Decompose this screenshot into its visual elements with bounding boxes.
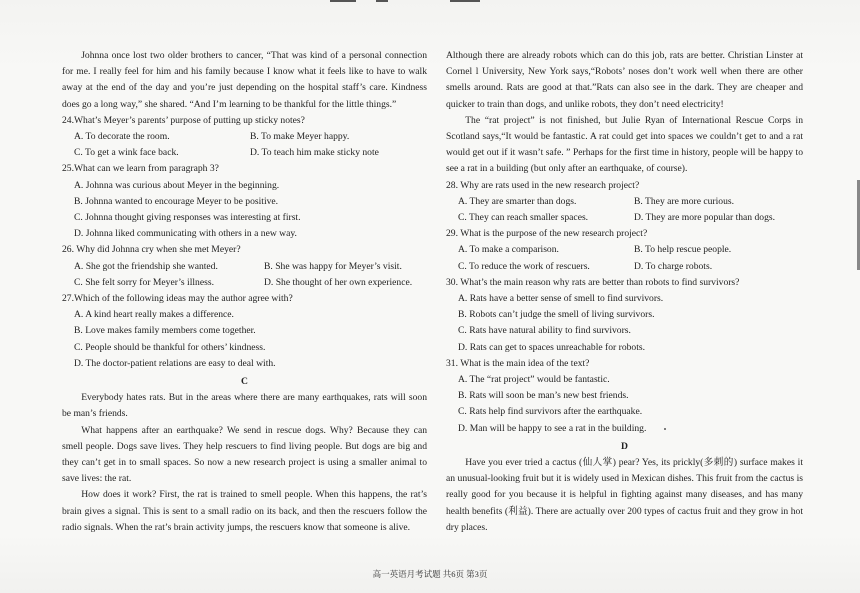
scan-speck xyxy=(664,428,666,430)
options-row xyxy=(62,275,427,291)
question-24: 24.What’s Meyer’s parents’ purpose of putting up sticky notes? xyxy=(62,114,305,126)
option-d: D. They are more popular than dogs. xyxy=(634,212,776,224)
options-row xyxy=(62,145,427,161)
question-30: 30. What’s the main reason why rats are better than robots to find survivors? xyxy=(446,276,740,288)
question-31: 31. What is the main idea of the text? xyxy=(446,357,590,369)
options-row xyxy=(446,259,803,275)
option-b: B. Rats will soon be man’s new best friends. xyxy=(458,390,629,402)
option-a: A. She got the friendship she wanted. xyxy=(74,260,218,272)
question-26: 26. Why did Johnna cry when she met Meyer? xyxy=(62,244,241,256)
question-25: 25.What can we learn from paragraph 3? xyxy=(62,163,219,175)
option-b: B. They are more curious. xyxy=(634,195,734,207)
passage-paragraph: Everybody hates rats. But in the areas where there are many earthquakes, rats will soon be man’s friends. xyxy=(62,392,427,420)
question-27: 27.Which of the following ideas may the author agree with? xyxy=(62,293,293,305)
option-c: C. They can reach smaller spaces. xyxy=(458,212,589,224)
option-a: A. Johnna was curious about Meyer in the beginning. xyxy=(74,179,280,191)
passage-paragraph: How does it work? First, the rat is trained to smell people. When this happens, the rat’s brain gives a signal. This is sent to a small radio on its back, and then the rescuers follow the radio signals. When the rat’s brain activity jumps, the rescuers know that someone is alive. xyxy=(62,489,427,533)
option-a: A. A kind heart really makes a difference. xyxy=(74,309,234,321)
option-b: B. To help rescue people. xyxy=(634,244,732,256)
option-b: B. Johnna wanted to encourage Meyer to be positive. xyxy=(74,195,279,207)
passage-paragraph: The “rat project” is not finished, but Julie Ryan of International Rescue Corps in Scotland says,“It would be fantastic. A rat could get into spaces we couldn’t get to and a rat would get out if it wasn’t safe. ” Perhaps for the first time in history, people will be happy to see a rat in a building (but only after an earthquake, of course). xyxy=(446,114,803,175)
option-c: C. Rats have natural ability to find survivors. xyxy=(458,325,631,337)
option-d: D. Rats can get to spaces unreachable for robots. xyxy=(458,341,646,353)
options-row xyxy=(62,259,427,275)
page-footer: 高一英语月考试题 共6页 第3页 xyxy=(372,569,488,579)
options-row xyxy=(446,242,803,258)
question-29: 29. What is the purpose of the new research project? xyxy=(446,228,648,240)
option-a: A. Rats have a better sense of smell to find survivors. xyxy=(458,293,664,305)
passage-paragraph: What happens after an earthquake? We send in rescue dogs. Why? Because they can smell people. Dogs save lives. They help rescuers to find living people. But dogs are big and they can’t get in to small spaces. So now a new research project is using a smaller animal to save lives: the rat. xyxy=(62,424,427,485)
option-c: C. To reduce the work of rescuers. xyxy=(458,260,590,272)
question-28: 28. Why are rats used in the new research project? xyxy=(446,179,640,191)
option-c: C. Johnna thought giving responses was interesting at first. xyxy=(74,212,301,224)
option-b: B. Robots can’t judge the smell of living survivors. xyxy=(458,309,655,321)
option-a: A. The “rat project” would be fantastic. xyxy=(458,374,610,386)
options-row xyxy=(446,210,803,226)
options-row xyxy=(62,129,427,145)
options-row xyxy=(446,194,803,210)
passage-paragraph: Have you ever tried a cactus (仙人掌) pear? Yes, its prickly(多刺的) surface makes it an unusual-looking fruit but it is widely used in Mexican dishes. This fruit from the cactus is really good for you because it is helpful in fighting against many diseases, and has many health benefits (利益). There are actually over 200 types of cactus fruit and they grow in hot dry places. xyxy=(446,457,803,533)
passage-paragraph: Although there are already robots which can do this job, rats are better. Christian Linster at Cornel l University, New York says,“Robots’ noses don’t work well when there are other smells around. Rats are good at that.”Rats can also see in the dark. They are cheaper and quicker to train than dogs, and unlike robots, they don’t need electricity! xyxy=(446,50,803,110)
option-c: C. Rats help find survivors after the earthquake. xyxy=(458,406,643,418)
option-d: D. Johnna liked communicating with others in a new way. xyxy=(74,228,297,240)
left-column xyxy=(62,48,427,536)
passage-paragraph: Johnna once lost two older brothers to cancer, “That was kind of a personal connection for me. I really feel for him and his family because I know what it feels like to have to walk away at the end of the day and you’re just depending on the hospital staff’s care. Kindness does go a long way,” she shared. “And I’m learning to be thankful for the little things.” xyxy=(62,50,427,110)
right-column xyxy=(446,48,803,536)
scan-marks xyxy=(330,0,510,6)
option-d: D. Man will be happy to see a rat in the building. xyxy=(458,422,647,434)
option-d: D. The doctor-patient relations are easy to deal with. xyxy=(74,357,276,369)
option-b: B. She was happy for Meyer’s visit. xyxy=(264,260,402,272)
option-d: D. To teach him make sticky note xyxy=(250,147,379,159)
option-a: A. To decorate the room. xyxy=(74,131,170,143)
section-heading-c: C xyxy=(241,376,248,388)
option-c: C. To get a wink face back. xyxy=(74,147,179,159)
option-b: B. Love makes family members come together. xyxy=(74,325,256,337)
option-c: C. She felt sorry for Meyer’s illness. xyxy=(74,276,214,288)
option-d: D. She thought of her own experience. xyxy=(264,276,413,288)
option-c: C. People should be thankful for others’ kindness. xyxy=(74,341,266,353)
section-heading-d: D xyxy=(621,440,628,452)
option-b: B. To make Meyer happy. xyxy=(250,131,350,143)
option-a: A. To make a comparison. xyxy=(458,244,559,256)
option-d: D. To charge robots. xyxy=(634,260,713,272)
option-a: A. They are smarter than dogs. xyxy=(458,195,577,207)
